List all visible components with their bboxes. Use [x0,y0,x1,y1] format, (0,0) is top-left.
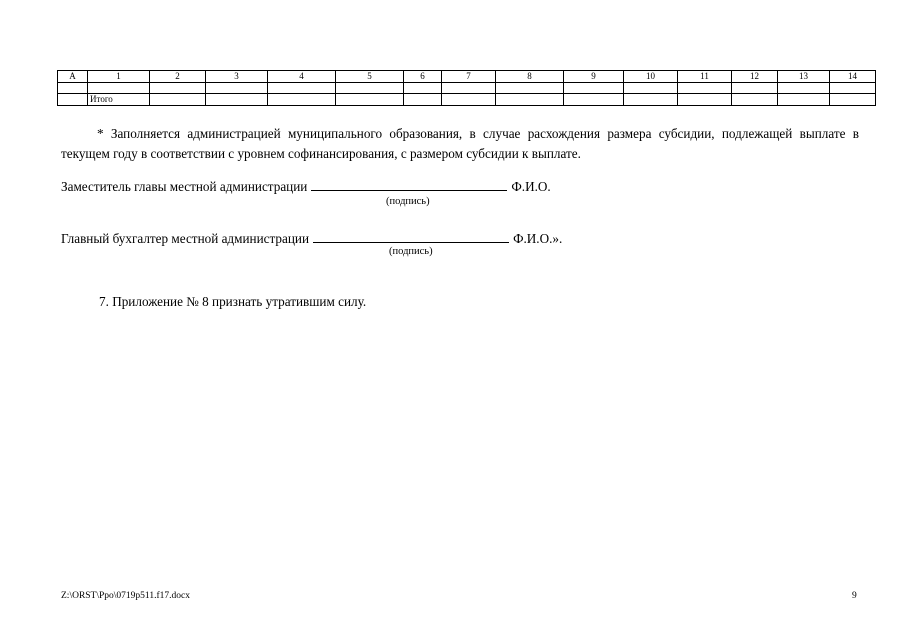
signatory-title: Заместитель главы местной администрации [61,179,308,194]
column-header: 5 [336,71,404,83]
paragraph-7: 7. Приложение № 8 признать утратившим силу. [99,294,367,309]
total-row [58,94,876,106]
column-header: 6 [404,71,442,83]
column-header: 9 [564,71,624,83]
signature-line-accountant [61,230,562,247]
column-header: 12 [732,71,778,83]
column-header: 8 [496,71,564,83]
signatory-name: Ф.И.О. [511,179,551,194]
footer-file-path: Z:\ORST\Ppo\0719p511.f17.docx [61,591,190,601]
signatory-name: Ф.И.О.». [513,231,563,246]
column-header: 4 [268,71,336,83]
signature-blank [311,178,507,191]
signature-line-deputy [61,178,551,195]
signature-caption: (подпись) [386,196,430,207]
footnote-text: * Заполняется администрацией муниципального образования, в случае расхождения размера субсидии, подлежащей выплате в текущем году в соответствии с уровнем софинансирования, с размером субсидии к выплате. [61,126,859,161]
column-header: 10 [624,71,678,83]
column-header: 2 [150,71,206,83]
column-header: 3 [206,71,268,83]
column-header: 7 [442,71,496,83]
signature-caption: (подпись) [389,246,433,257]
table-row [58,83,876,94]
signatory-title: Главный бухгалтер местной администрации [61,231,310,246]
page-number: 9 [852,591,857,601]
signature-blank [313,230,509,243]
column-header: А [58,71,88,83]
table-header-row [58,71,876,83]
column-header: 11 [678,71,732,83]
subsidy-table [57,70,876,106]
column-header: 14 [830,71,876,83]
total-label: Итого [88,94,150,106]
column-header: 1 [88,71,150,83]
column-header: 13 [778,71,830,83]
